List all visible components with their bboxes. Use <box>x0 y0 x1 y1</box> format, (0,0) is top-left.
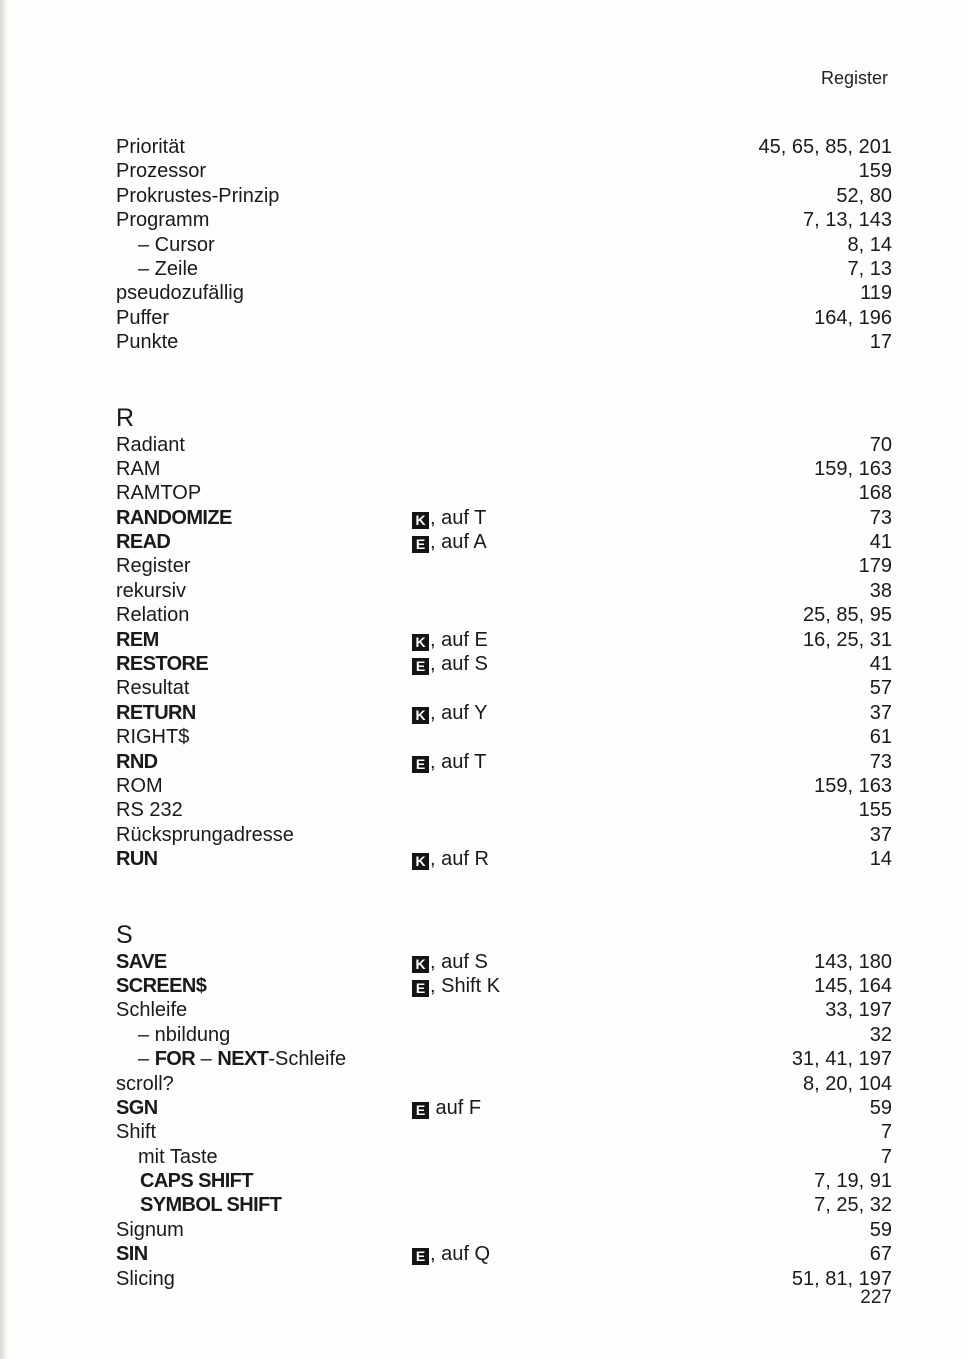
entry-term: Programm <box>116 209 210 232</box>
key-hint-text: , auf R <box>430 848 489 871</box>
index-entry <box>116 208 892 232</box>
entry-pages: 155 <box>858 799 892 822</box>
mode-key-icon: E <box>412 1102 429 1119</box>
entry-pages: 52, 80 <box>836 184 892 207</box>
entry-term: mit Taste <box>138 1145 218 1168</box>
entry-term-part: – <box>195 1048 218 1071</box>
key-hint <box>412 847 489 871</box>
entry-term: Shift <box>116 1121 157 1144</box>
key-hint-text: , auf E <box>430 628 488 651</box>
index-entry <box>116 306 892 330</box>
entry-pages: 25, 85, 95 <box>803 604 892 627</box>
index-entry <box>116 530 892 554</box>
index-entry <box>116 950 892 974</box>
key-hint <box>412 750 486 774</box>
key-hint-text: auf F <box>430 1096 482 1119</box>
entry-pages: 51, 81, 197 <box>791 1267 892 1290</box>
entry-pages: 17 <box>869 331 892 354</box>
entry-term: ROM <box>116 774 163 797</box>
index-entry <box>116 433 892 457</box>
entry-pages: 16, 25, 31 <box>803 628 892 651</box>
entry-term-part: NEXT <box>217 1048 269 1071</box>
entry-term-part: FOR <box>154 1048 196 1071</box>
entry-term: RESTORE <box>116 653 209 676</box>
entry-term: Prokrustes-Prinzip <box>116 184 280 207</box>
entry-term: rekursiv <box>116 579 187 602</box>
key-hint <box>412 950 488 974</box>
key-hint <box>412 628 488 652</box>
index-entry <box>116 1267 892 1291</box>
index-entry <box>116 457 892 481</box>
entry-term: SYMBOL SHIFT <box>140 1194 282 1217</box>
entry-term: RND <box>116 750 158 773</box>
entry-term: Resultat <box>116 677 190 700</box>
entry-term: Prozessor <box>116 160 207 183</box>
index-entry <box>116 579 892 603</box>
entry-pages: 143, 180 <box>814 950 892 973</box>
index-entry <box>116 184 892 208</box>
entry-pages: 33, 197 <box>825 999 892 1022</box>
entry-pages: 8, 14 <box>847 233 892 256</box>
entry-term: RAM <box>116 457 161 480</box>
entry-term: RETURN <box>116 701 196 724</box>
entry-pages: 41 <box>869 531 892 554</box>
key-hint <box>412 652 488 676</box>
entry-pages: 73 <box>869 506 892 529</box>
entry-pages: 168 <box>858 482 892 505</box>
entry-term: Rücksprungadresse <box>116 823 294 846</box>
mode-key-icon: K <box>412 707 429 724</box>
mode-key-icon: K <box>412 853 429 870</box>
index-entry <box>116 481 892 505</box>
index-entry <box>116 628 892 652</box>
index-entry <box>116 847 892 871</box>
entry-term: RANDOMIZE <box>116 506 232 529</box>
mode-key-icon: E <box>412 1248 429 1265</box>
entry-pages: 159 <box>858 160 892 183</box>
index-entry <box>116 998 892 1022</box>
index-entry <box>116 676 892 700</box>
entry-pages: 73 <box>869 750 892 773</box>
entry-term: SCREEN$ <box>116 974 207 997</box>
entry-pages: 70 <box>869 433 892 456</box>
mode-key-icon: E <box>412 658 429 675</box>
index-entry <box>116 1169 892 1193</box>
key-hint-text: , auf Y <box>430 701 488 724</box>
index-entry <box>116 257 892 281</box>
index-entry <box>116 159 892 183</box>
mode-key-icon: K <box>412 512 429 529</box>
entry-pages: 179 <box>858 555 892 578</box>
entry-pages: 7 <box>880 1121 892 1144</box>
entry-pages: 61 <box>869 726 892 749</box>
key-hint <box>412 530 487 554</box>
entry-term: SGN <box>116 1096 158 1119</box>
index-entry <box>116 652 892 676</box>
index-entry <box>116 701 892 725</box>
entry-term: – Cursor <box>138 233 215 256</box>
entry-pages: 37 <box>869 823 892 846</box>
entry-term: Punkte <box>116 331 179 354</box>
key-hint-text: , Shift K <box>430 974 501 997</box>
key-hint-text: , auf T <box>430 506 487 529</box>
index-list <box>116 135 892 1291</box>
entry-term: Schleife <box>116 999 188 1022</box>
entry-pages: 14 <box>869 848 892 871</box>
index-entry <box>116 1072 892 1096</box>
index-entry <box>116 1193 892 1217</box>
entry-pages: 57 <box>869 677 892 700</box>
entry-pages: 119 <box>860 282 892 305</box>
page-edge-shadow <box>0 0 8 1359</box>
index-entry <box>116 330 892 354</box>
index-entry <box>116 506 892 530</box>
entry-pages: 59 <box>869 1218 892 1241</box>
mode-key-icon: K <box>412 634 429 651</box>
entry-term: REM <box>116 628 159 651</box>
entry-term-part: -Schleife <box>268 1048 347 1071</box>
key-hint-text: , auf A <box>430 531 487 554</box>
index-entry <box>116 725 892 749</box>
entry-term: Priorität <box>116 136 185 158</box>
mode-key-icon: E <box>412 536 429 553</box>
key-hint <box>412 506 486 530</box>
key-hint <box>412 974 500 998</box>
entry-term: RUN <box>116 848 158 871</box>
index-entry <box>116 1096 892 1120</box>
mode-key-icon: E <box>412 756 429 773</box>
index-entry <box>116 798 892 822</box>
index-entry <box>116 1242 892 1266</box>
index-entry <box>116 1047 892 1071</box>
key-hint-text: , auf Q <box>430 1243 491 1266</box>
entry-pages: 7, 13 <box>847 257 892 280</box>
entry-pages: 37 <box>869 701 892 724</box>
entry-term <box>138 1047 346 1071</box>
entry-term: – nbildung <box>138 1023 231 1046</box>
entry-pages: 7, 25, 32 <box>814 1194 892 1217</box>
entry-term: Slicing <box>116 1267 175 1290</box>
entry-pages: 67 <box>869 1243 892 1266</box>
entry-term: SIN <box>116 1243 148 1266</box>
entry-pages: 7, 19, 91 <box>814 1170 892 1193</box>
index-entry <box>116 974 892 998</box>
index-entry <box>116 750 892 774</box>
mode-key-icon: K <box>412 956 429 973</box>
index-entry <box>116 603 892 627</box>
entry-term: Puffer <box>116 306 169 329</box>
entry-pages: 45, 65, 85, 201 <box>758 136 892 158</box>
entry-term-part: – <box>138 1048 155 1071</box>
index-entry <box>116 1023 892 1047</box>
index-entry <box>116 823 892 847</box>
index-entry <box>116 281 892 305</box>
key-hint-text: , auf T <box>430 750 487 773</box>
entry-term: RIGHT$ <box>116 726 190 749</box>
index-entry <box>116 1218 892 1242</box>
entry-term: Radiant <box>116 433 185 456</box>
entry-term: Signum <box>116 1218 184 1241</box>
entry-term: Register <box>116 555 191 578</box>
entry-pages: 145, 164 <box>814 974 892 997</box>
key-hint-text: , auf S <box>430 950 488 973</box>
entry-pages: 164, 196 <box>814 306 892 329</box>
entry-term: RAMTOP <box>116 482 202 505</box>
entry-term: CAPS SHIFT <box>140 1170 253 1193</box>
entry-pages: 59 <box>869 1096 892 1119</box>
running-header: Register <box>820 68 888 88</box>
key-hint <box>412 701 487 725</box>
index-entry <box>116 1145 892 1169</box>
entry-pages: 32 <box>869 1023 892 1046</box>
page-number: 227 <box>860 1287 892 1308</box>
entry-term: SAVE <box>116 950 167 973</box>
index-entry <box>116 774 892 798</box>
section-letter: S <box>116 920 133 949</box>
section-letter: R <box>116 403 135 432</box>
entry-term: RS 232 <box>116 799 183 822</box>
index-entry <box>116 135 892 159</box>
index-entry <box>116 1120 892 1144</box>
entry-pages: 41 <box>869 653 892 676</box>
entry-term: – Zeile <box>138 257 199 280</box>
section-gap <box>116 355 892 403</box>
index-entry <box>116 554 892 578</box>
key-hint <box>412 1242 490 1266</box>
entry-term: Relation <box>116 604 190 627</box>
mode-key-icon: E <box>412 980 429 997</box>
entry-pages: 159, 163 <box>814 457 892 480</box>
key-hint <box>412 1096 481 1120</box>
entry-term: READ <box>116 531 171 554</box>
section-gap <box>116 872 892 920</box>
entry-term: scroll? <box>116 1072 174 1095</box>
entry-pages: 7 <box>880 1145 892 1168</box>
entry-term: pseudozufällig <box>116 282 244 305</box>
entry-pages: 38 <box>869 579 892 602</box>
entry-pages: 8, 20, 104 <box>803 1072 892 1095</box>
entry-pages: 31, 41, 197 <box>791 1048 892 1071</box>
entry-pages: 159, 163 <box>814 774 892 797</box>
index-entry <box>116 233 892 257</box>
entry-pages: 7, 13, 143 <box>803 209 892 232</box>
key-hint-text: , auf S <box>430 653 488 676</box>
